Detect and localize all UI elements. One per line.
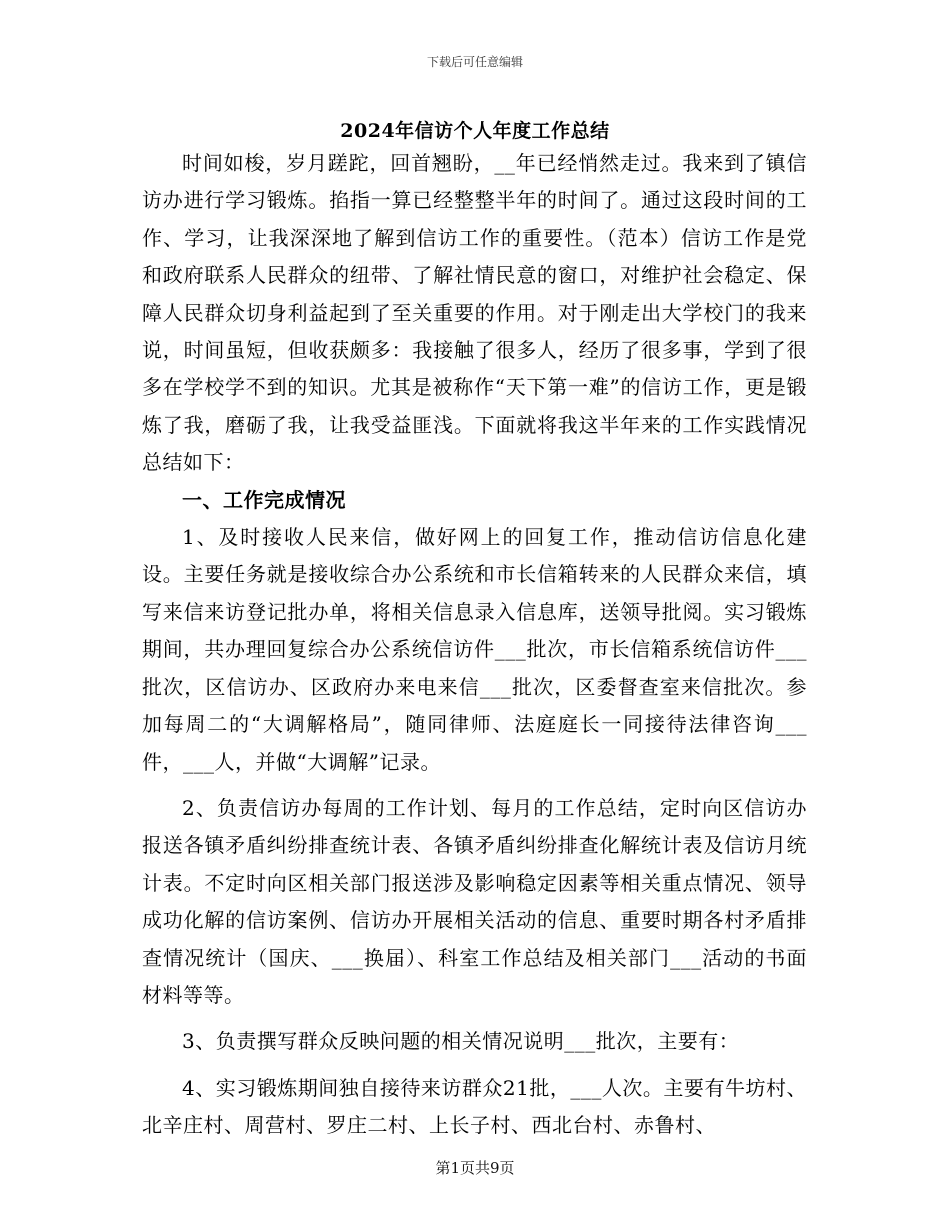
item-2-paragraph: 2、负责信访办每周的工作计划、每月的工作总结，定时向区信访办报送各镇矛盾纠纷排查统计表、各镇矛盾纠纷排查化解统计表及信访月统计表。不定时向区相关部门报送涉及影响稳定因素等相关重点情况、领导成功化解的信访案例、信访办开展相关活动的信息、重要时期各村矛盾排查情况统计（国庆、___换届）、科室工作总结及相关部门___活动的书面材料等等。 (142, 795, 807, 1007)
section-heading: 一、工作完成情况 (182, 487, 346, 512)
document-body (142, 145, 807, 1145)
item-1-paragraph: 1、及时接收人民来信，做好网上的回复工作，推动信访信息化建设。主要任务就是接收综合办公系统和市长信箱转来的人民群众来信，填写来信来访登记批办单，将相关信息录入信息库，送领导批阅。实习锻炼期间，共办理回复综合办公系统信访件___批次，市长信箱系统信访件___批次，区信访办、区政府办来电来信___批次，区委督查室来信批次。参加每周二的“大调解格局”，随同律师、法庭庭长一同接待法律咨询___件，___人，并做“大调解”记录。 (142, 525, 807, 774)
header-note: 下载后可任意编辑 (426, 55, 523, 69)
item-4-paragraph: 4、实习锻炼期间独自接待来访群众21批，___人次。主要有牛坊村、北辛庄村、周营村、罗庄二村、上长子村、西北台村、赤鲁村、 (142, 1075, 807, 1138)
intro-paragraph: 时间如梭，岁月蹉跎，回首翘盼，__年已经悄然走过。我来到了镇信访办进行学习锻炼。掐指一算已经整整半年的时间了。通过这段时间的工作、学习，让我深深地了解到信访工作的重要性。（范本）信访工作是党和政府联系人民群众的纽带、了解社情民意的窗口，对维护社会稳定、保障人民群众切身利益起到了至关重要的作用。对于刚走出大学校门的我来说，时间虽短，但收获颇多：我接触了很多人，经历了很多事，学到了很多在学校学不到的知识。尤其是被称作“天下第一难”的信访工作，更是锻炼了我，磨砺了我，让我受益匪浅。下面就将我这半年来的工作实践情况总结如下： (142, 151, 807, 475)
document-title: 2024年信访个人年度工作总结 (340, 120, 610, 142)
item-3-paragraph: 3、负责撰写群众反映问题的相关情况说明___批次，主要有： (182, 1029, 740, 1054)
page-footer: 第1页共9页 (435, 1159, 515, 1177)
